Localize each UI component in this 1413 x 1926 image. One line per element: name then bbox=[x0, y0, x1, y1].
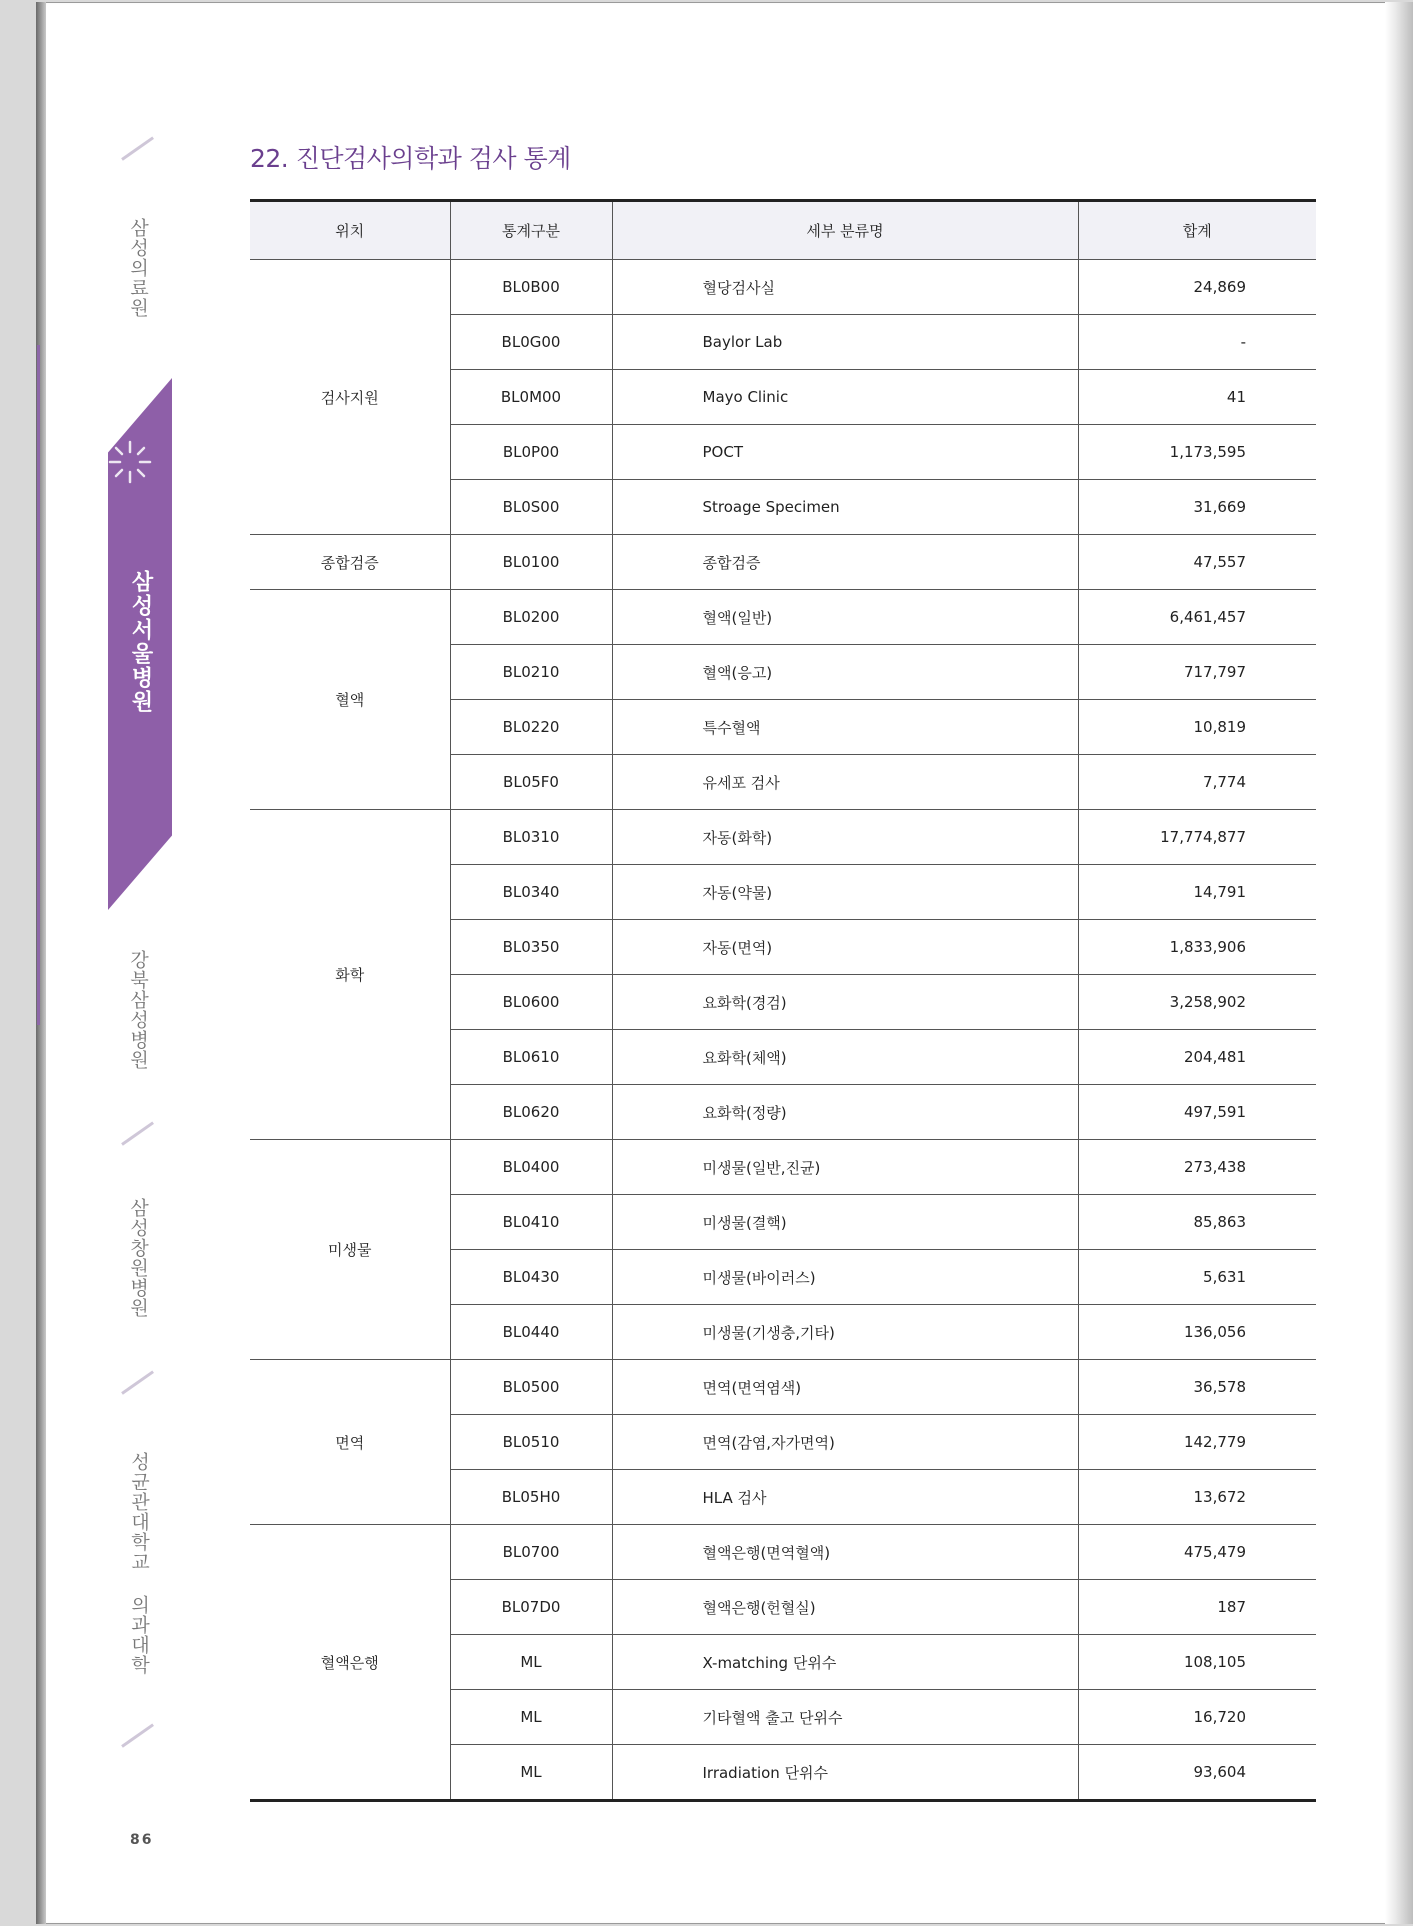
total-cell: 47,557 bbox=[1078, 535, 1316, 590]
detail-cell: 자동(면역) bbox=[612, 920, 1078, 975]
detail-cell: 기타혈액 출고 단위수 bbox=[612, 1690, 1078, 1745]
total-cell: 85,863 bbox=[1078, 1195, 1316, 1250]
code-cell: BL05F0 bbox=[450, 755, 612, 810]
total-cell: 31,669 bbox=[1078, 480, 1316, 535]
table-row bbox=[250, 1360, 1316, 1415]
table-body bbox=[250, 260, 1316, 1801]
detail-cell: Stroage Specimen bbox=[612, 480, 1078, 535]
code-cell: BL0S00 bbox=[450, 480, 612, 535]
sidebar-item-samsung-seoul[interactable]: 삼성서울병원 bbox=[128, 570, 153, 714]
location-cell: 검사지원 bbox=[250, 260, 450, 535]
header-detail: 세부 분류명 bbox=[612, 201, 1078, 260]
code-cell: BL0600 bbox=[450, 975, 612, 1030]
stats-table bbox=[250, 199, 1316, 1802]
location-cell: 미생물 bbox=[250, 1140, 450, 1360]
page-number: 86 bbox=[130, 1832, 154, 1848]
sidebar-item-kangbuk-samsung[interactable]: 강북삼성병원 bbox=[127, 950, 149, 1070]
code-cell: BL0210 bbox=[450, 645, 612, 700]
page-edge bbox=[1385, 2, 1413, 1924]
detail-cell: 유세포 검사 bbox=[612, 755, 1078, 810]
total-cell: 108,105 bbox=[1078, 1635, 1316, 1690]
code-cell: BL0P00 bbox=[450, 425, 612, 480]
header-category: 통계구분 bbox=[450, 201, 612, 260]
table-row bbox=[250, 1140, 1316, 1195]
code-cell: BL0220 bbox=[450, 700, 612, 755]
code-cell: BL0B00 bbox=[450, 260, 612, 315]
code-cell: BL0G00 bbox=[450, 315, 612, 370]
total-cell: 36,578 bbox=[1078, 1360, 1316, 1415]
total-cell: 7,774 bbox=[1078, 755, 1316, 810]
sun-icon bbox=[108, 440, 152, 484]
code-cell: BL0430 bbox=[450, 1250, 612, 1305]
location-cell: 종합검증 bbox=[250, 535, 450, 590]
code-cell: BL0610 bbox=[450, 1030, 612, 1085]
detail-cell: 혈액(응고) bbox=[612, 645, 1078, 700]
detail-cell: 요화학(정량) bbox=[612, 1085, 1078, 1140]
code-cell: BL0700 bbox=[450, 1525, 612, 1580]
detail-cell: 자동(약물) bbox=[612, 865, 1078, 920]
code-cell: BL0310 bbox=[450, 810, 612, 865]
sidebar-item-samsung-changwon[interactable]: 삼성창원병원 bbox=[127, 1198, 149, 1318]
total-cell: 3,258,902 bbox=[1078, 975, 1316, 1030]
total-cell: 136,056 bbox=[1078, 1305, 1316, 1360]
code-cell: BL0340 bbox=[450, 865, 612, 920]
total-cell: 204,481 bbox=[1078, 1030, 1316, 1085]
page-title: 22. 진단검사의학과 검사 통계 bbox=[250, 143, 571, 173]
table-row bbox=[250, 1525, 1316, 1580]
code-cell: BL0500 bbox=[450, 1360, 612, 1415]
detail-cell: 혈액은행(헌혈실) bbox=[612, 1580, 1078, 1635]
total-cell: 14,791 bbox=[1078, 865, 1316, 920]
table-header-row bbox=[250, 201, 1316, 260]
total-cell: 475,479 bbox=[1078, 1525, 1316, 1580]
detail-cell: 특수혈액 bbox=[612, 700, 1078, 755]
code-cell: BL0440 bbox=[450, 1305, 612, 1360]
total-cell: 13,672 bbox=[1078, 1470, 1316, 1525]
location-cell: 혈액 bbox=[250, 590, 450, 810]
detail-cell: 종합검증 bbox=[612, 535, 1078, 590]
detail-cell: 자동(화학) bbox=[612, 810, 1078, 865]
total-cell: - bbox=[1078, 315, 1316, 370]
total-cell: 10,819 bbox=[1078, 700, 1316, 755]
detail-cell: 혈액(일반) bbox=[612, 590, 1078, 645]
code-cell: BL0620 bbox=[450, 1085, 612, 1140]
detail-cell: Mayo Clinic bbox=[612, 370, 1078, 425]
detail-cell: 요화학(경검) bbox=[612, 975, 1078, 1030]
detail-cell: Baylor Lab bbox=[612, 315, 1078, 370]
code-cell: BL0400 bbox=[450, 1140, 612, 1195]
total-cell: 17,774,877 bbox=[1078, 810, 1316, 865]
location-cell: 혈액은행 bbox=[250, 1525, 450, 1801]
detail-cell: 면역(면역염색) bbox=[612, 1360, 1078, 1415]
sidebar-item-skku-medicine[interactable]: 성균관대학교 의과대학 bbox=[128, 1452, 150, 1675]
code-cell: BL0M00 bbox=[450, 370, 612, 425]
total-cell: 24,869 bbox=[1078, 260, 1316, 315]
code-cell: BL05H0 bbox=[450, 1470, 612, 1525]
code-cell: ML bbox=[450, 1745, 612, 1801]
table-row bbox=[250, 260, 1316, 315]
table-row bbox=[250, 590, 1316, 645]
detail-cell: 미생물(일반,진균) bbox=[612, 1140, 1078, 1195]
code-cell: BL0200 bbox=[450, 590, 612, 645]
detail-cell: POCT bbox=[612, 425, 1078, 480]
code-cell: ML bbox=[450, 1690, 612, 1745]
location-cell: 화학 bbox=[250, 810, 450, 1140]
code-cell: BL0510 bbox=[450, 1415, 612, 1470]
detail-cell: 요화학(체액) bbox=[612, 1030, 1078, 1085]
total-cell: 93,604 bbox=[1078, 1745, 1316, 1801]
total-cell: 5,631 bbox=[1078, 1250, 1316, 1305]
header-location: 위치 bbox=[250, 201, 450, 260]
table-row bbox=[250, 810, 1316, 865]
sidebar-item-samsung-medical[interactable]: 삼성의료원 bbox=[127, 218, 149, 318]
detail-cell: 미생물(기생충,기타) bbox=[612, 1305, 1078, 1360]
total-cell: 16,720 bbox=[1078, 1690, 1316, 1745]
detail-cell: 면역(감염,자가면역) bbox=[612, 1415, 1078, 1470]
detail-cell: 혈당검사실 bbox=[612, 260, 1078, 315]
detail-cell: HLA 검사 bbox=[612, 1470, 1078, 1525]
detail-cell: X-matching 단위수 bbox=[612, 1635, 1078, 1690]
code-cell: BL0350 bbox=[450, 920, 612, 975]
total-cell: 6,461,457 bbox=[1078, 590, 1316, 645]
header-total: 합계 bbox=[1078, 201, 1316, 260]
total-cell: 717,797 bbox=[1078, 645, 1316, 700]
code-cell: BL0410 bbox=[450, 1195, 612, 1250]
code-cell: BL07D0 bbox=[450, 1580, 612, 1635]
detail-cell: 미생물(바이러스) bbox=[612, 1250, 1078, 1305]
spine-accent bbox=[37, 345, 40, 1025]
total-cell: 1,173,595 bbox=[1078, 425, 1316, 480]
code-cell: BL0100 bbox=[450, 535, 612, 590]
table-row bbox=[250, 535, 1316, 590]
total-cell: 142,779 bbox=[1078, 1415, 1316, 1470]
location-cell: 면역 bbox=[250, 1360, 450, 1525]
total-cell: 497,591 bbox=[1078, 1085, 1316, 1140]
total-cell: 273,438 bbox=[1078, 1140, 1316, 1195]
detail-cell: Irradiation 단위수 bbox=[612, 1745, 1078, 1801]
total-cell: 1,833,906 bbox=[1078, 920, 1316, 975]
code-cell: ML bbox=[450, 1635, 612, 1690]
detail-cell: 미생물(결핵) bbox=[612, 1195, 1078, 1250]
total-cell: 41 bbox=[1078, 370, 1316, 425]
total-cell: 187 bbox=[1078, 1580, 1316, 1635]
detail-cell: 혈액은행(면역혈액) bbox=[612, 1525, 1078, 1580]
